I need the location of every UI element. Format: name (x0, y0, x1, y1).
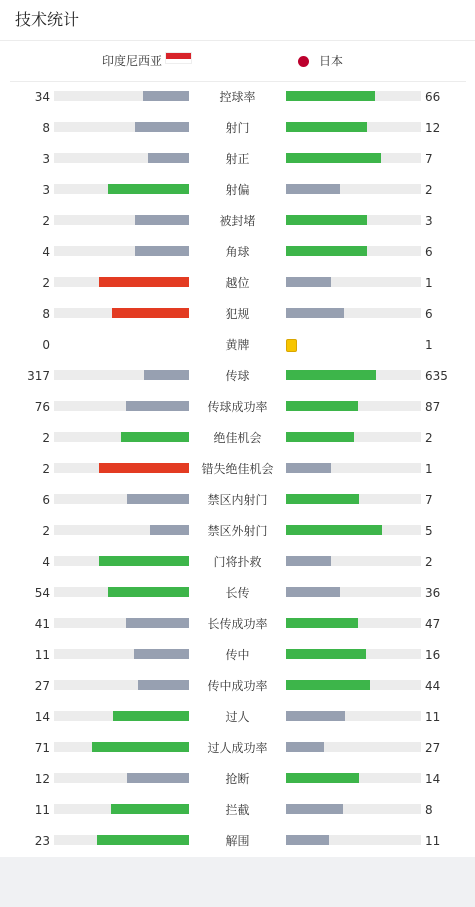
home-bar-fill (144, 370, 189, 380)
away-bar-track (286, 773, 421, 783)
home-bar-track (54, 773, 189, 783)
away-bar-track (286, 122, 421, 132)
home-bar-track (54, 649, 189, 659)
away-bar-fill (286, 432, 354, 442)
away-bar-track (286, 742, 421, 752)
home-value: 317 (27, 369, 50, 383)
home-bar-track (54, 277, 189, 287)
stat-row (0, 237, 475, 268)
stat-label: 过人成功率 (207, 741, 268, 755)
home-value: 11 (34, 803, 50, 817)
away-bar-fill (286, 680, 370, 690)
home-bar-fill (99, 556, 189, 566)
stat-row (0, 671, 475, 702)
home-bar-track (54, 463, 189, 473)
home-value: 2 (42, 524, 50, 538)
home-bar-track (54, 215, 189, 225)
home-value: 27 (34, 679, 50, 693)
home-value: 2 (42, 462, 50, 476)
stat-row (0, 547, 475, 578)
stat-row (0, 578, 475, 609)
home-value: 71 (34, 741, 50, 755)
home-bar-fill (134, 649, 189, 659)
home-bar-fill (127, 494, 189, 504)
home-value: 11 (34, 648, 50, 662)
home-value: 4 (42, 245, 50, 259)
stat-label: 犯规 (225, 307, 250, 321)
away-bar-track (286, 835, 421, 845)
away-bar-track (286, 711, 421, 721)
away-bar-fill (286, 804, 343, 814)
away-bar-track (286, 804, 421, 814)
away-bar-fill (286, 494, 359, 504)
home-bar-fill (143, 91, 189, 101)
home-bar-track (54, 153, 189, 163)
home-value: 34 (34, 90, 50, 104)
home-bar-track (54, 184, 189, 194)
home-bar-track (54, 432, 189, 442)
away-value: 87 (425, 400, 441, 414)
home-value: 8 (42, 307, 50, 321)
away-bar-fill (286, 773, 359, 783)
home-bar-track (54, 742, 189, 752)
away-bar-track (286, 184, 421, 194)
away-bar-fill (286, 370, 376, 380)
away-bar-track (286, 401, 421, 411)
stat-row (0, 640, 475, 671)
home-bar-fill (127, 773, 189, 783)
home-bar-track (54, 91, 189, 101)
stat-label: 传球 (225, 369, 250, 383)
home-bar-fill (148, 153, 189, 163)
away-bar-track (286, 153, 421, 163)
home-bar-fill (108, 587, 189, 597)
home-team-name: 印度尼西亚 (102, 54, 163, 68)
away-bar-track (286, 556, 421, 566)
away-value: 3 (425, 214, 433, 228)
away-bar-track (286, 215, 421, 225)
away-value: 1 (425, 462, 433, 476)
home-bar-fill (126, 618, 189, 628)
away-bar-fill (286, 525, 382, 535)
teams-header (0, 41, 475, 81)
stat-row (0, 175, 475, 206)
away-bar-fill (286, 122, 367, 132)
away-bar-track (286, 618, 421, 628)
away-bar-fill (286, 587, 340, 597)
stat-label: 抢断 (225, 772, 250, 786)
page-title: 技术统计 (15, 10, 80, 29)
away-bar-fill (286, 246, 367, 256)
stat-row (0, 826, 475, 857)
stat-row (0, 702, 475, 733)
away-bar-track (286, 370, 421, 380)
home-bar-track (54, 587, 189, 597)
stat-label: 传中 (225, 648, 250, 662)
away-value: 11 (425, 834, 441, 848)
home-value: 0 (42, 338, 50, 352)
stat-label: 绝佳机会 (213, 431, 262, 445)
away-value: 44 (425, 679, 441, 693)
home-bar-fill (111, 804, 189, 814)
home-bar-track (54, 525, 189, 535)
away-value: 7 (425, 152, 433, 166)
away-value: 16 (425, 648, 441, 662)
home-bar-fill (113, 711, 189, 721)
stat-label: 拦截 (225, 803, 250, 817)
away-value: 2 (425, 431, 433, 445)
away-value: 6 (425, 245, 433, 259)
stat-label: 射正 (225, 152, 250, 166)
home-bar-track (54, 308, 189, 318)
stat-row (0, 609, 475, 640)
stat-label: 禁区内射门 (207, 493, 268, 507)
home-bar-track (54, 804, 189, 814)
away-bar-fill (286, 215, 367, 225)
away-bar-fill (286, 153, 381, 163)
stat-row (0, 392, 475, 423)
away-bar-track (286, 277, 421, 287)
away-bar-track (286, 649, 421, 659)
indonesia-flag-icon (165, 52, 192, 64)
home-bar-track (54, 370, 189, 380)
away-value: 6 (425, 307, 433, 321)
away-bar-fill (286, 649, 366, 659)
away-bar-track (286, 680, 421, 690)
japan-flag-icon (298, 56, 309, 67)
away-bar-fill (286, 277, 331, 287)
home-value: 8 (42, 121, 50, 135)
home-value: 3 (42, 183, 50, 197)
stat-row (0, 268, 475, 299)
stat-row (0, 330, 475, 361)
home-value: 2 (42, 276, 50, 290)
away-bar-fill (286, 618, 358, 628)
away-team-name: 日本 (319, 54, 344, 68)
away-value: 8 (425, 803, 433, 817)
stat-label: 长传成功率 (207, 617, 268, 631)
away-bar-track (286, 525, 421, 535)
stat-row (0, 795, 475, 826)
away-value: 635 (425, 369, 448, 383)
away-value: 1 (425, 338, 433, 352)
yellow-card-icon (286, 339, 297, 352)
home-value: 6 (42, 493, 50, 507)
away-value: 14 (425, 772, 441, 786)
home-bar-track (54, 556, 189, 566)
stat-row (0, 423, 475, 454)
stat-label: 传球成功率 (207, 400, 268, 414)
stat-row (0, 206, 475, 237)
stat-row (0, 454, 475, 485)
away-value: 5 (425, 524, 433, 538)
away-bar-track (286, 463, 421, 473)
home-value: 12 (34, 772, 50, 786)
stat-row (0, 113, 475, 144)
away-value: 36 (425, 586, 441, 600)
stat-label: 黄牌 (225, 338, 250, 352)
away-bar-fill (286, 742, 324, 752)
away-bar-track (286, 246, 421, 256)
stats-list (0, 82, 475, 857)
away-value: 1 (425, 276, 433, 290)
stat-row (0, 516, 475, 547)
home-bar-fill (121, 432, 189, 442)
home-bar-track (54, 339, 189, 349)
stat-label: 被封堵 (219, 214, 256, 228)
home-bar-track (54, 494, 189, 504)
home-bar-track (54, 246, 189, 256)
away-bar-fill (286, 835, 329, 845)
stat-label: 错失绝佳机会 (201, 462, 274, 476)
home-value: 14 (34, 710, 50, 724)
away-bar-track (286, 432, 421, 442)
away-bar-fill (286, 711, 345, 721)
stat-label: 门将扑救 (213, 555, 262, 569)
away-bar-fill (286, 463, 331, 473)
home-bar-fill (108, 184, 189, 194)
home-bar-track (54, 401, 189, 411)
away-bar-fill (286, 401, 358, 411)
home-value: 2 (42, 214, 50, 228)
stat-label: 解围 (225, 834, 250, 848)
home-value: 54 (34, 586, 50, 600)
home-bar-fill (150, 525, 189, 535)
away-bar-fill (286, 556, 331, 566)
home-bar-track (54, 835, 189, 845)
home-bar-fill (135, 246, 189, 256)
home-bar-fill (97, 835, 189, 845)
away-value: 2 (425, 555, 433, 569)
away-value: 27 (425, 741, 441, 755)
stat-row (0, 82, 475, 113)
stat-label: 传中成功率 (207, 679, 268, 693)
away-bar-track (286, 494, 421, 504)
away-bar-fill (286, 308, 344, 318)
stat-row (0, 144, 475, 175)
home-bar-fill (99, 463, 189, 473)
stat-label: 长传 (225, 586, 250, 600)
home-value: 2 (42, 431, 50, 445)
stat-row (0, 764, 475, 795)
away-value: 11 (425, 710, 441, 724)
stat-label: 射门 (225, 121, 250, 135)
stat-row (0, 733, 475, 764)
home-value: 3 (42, 152, 50, 166)
stat-label: 角球 (225, 245, 250, 259)
home-bar-fill (112, 308, 189, 318)
stat-label: 控球率 (219, 90, 256, 104)
home-value: 23 (34, 834, 50, 848)
away-value: 47 (425, 617, 441, 631)
home-bar-track (54, 122, 189, 132)
away-value: 2 (425, 183, 433, 197)
home-bar-fill (126, 401, 189, 411)
home-value: 4 (42, 555, 50, 569)
away-value: 12 (425, 121, 441, 135)
stat-label: 过人 (225, 710, 250, 724)
stat-row (0, 361, 475, 392)
away-value: 7 (425, 493, 433, 507)
away-bar-track (286, 91, 421, 101)
home-value: 41 (34, 617, 50, 631)
home-bar-fill (99, 277, 189, 287)
home-bar-fill (135, 122, 189, 132)
stat-label: 射偏 (225, 183, 250, 197)
away-value: 66 (425, 90, 441, 104)
home-bar-fill (135, 215, 189, 225)
stat-row (0, 485, 475, 516)
away-bar-fill (286, 184, 340, 194)
away-bar-track (286, 308, 421, 318)
stat-row (0, 299, 475, 330)
away-bar-fill (286, 91, 375, 101)
stat-label: 越位 (225, 276, 250, 290)
stat-label: 禁区外射门 (207, 524, 268, 538)
away-bar-track (286, 587, 421, 597)
home-bar-fill (138, 680, 189, 690)
home-bar-track (54, 618, 189, 628)
home-bar-fill (92, 742, 189, 752)
home-value: 76 (34, 400, 50, 414)
home-bar-track (54, 680, 189, 690)
home-bar-track (54, 711, 189, 721)
